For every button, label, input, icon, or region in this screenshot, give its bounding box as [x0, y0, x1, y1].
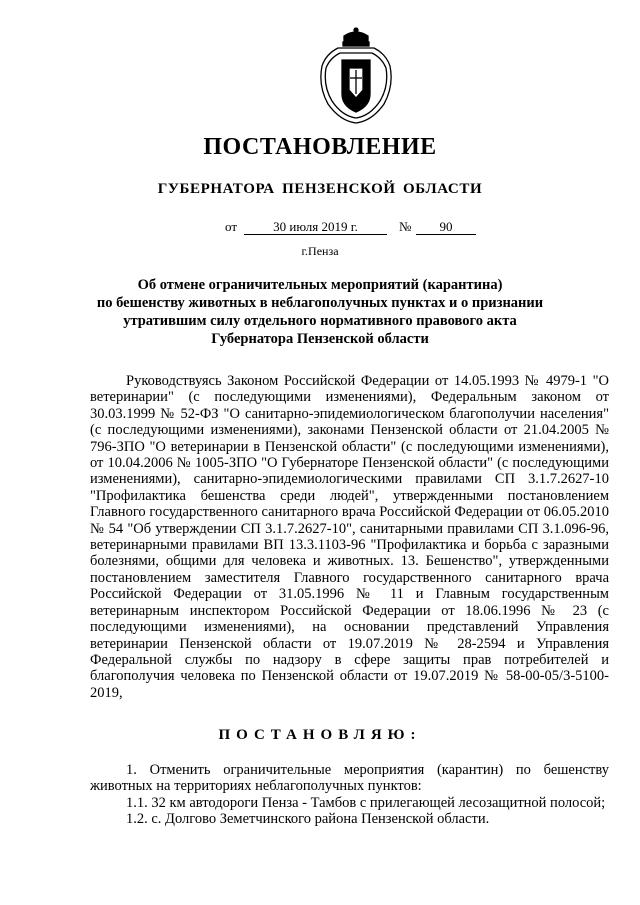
subitem: 1.2. с. Долгово Земетчинского района Пензенской области. [126, 811, 490, 828]
preamble [90, 373, 609, 701]
document-date: 30 июля 2019 г. [244, 219, 387, 235]
number-label: № [399, 219, 412, 234]
coat-of-arms-emblem [316, 26, 396, 126]
heading-line: утратившим силу отдельного нормативного правового акта [123, 313, 517, 329]
subitem: 1.1. 32 км автодороги Пенза - Тамбов с прилегающей лесозащитной полосой; [126, 794, 606, 811]
document-number: 90 [416, 219, 476, 235]
issuer-line: ГУБЕРНАТОРА ПЕНЗЕНСКОЙ ОБЛАСТИ [157, 181, 483, 197]
heading-line: Об отмене ограничительных мероприятий (карантина) [137, 277, 503, 293]
decree-word: ПОСТАНОВЛЯЮ: [218, 727, 422, 743]
document-title: ПОСТАНОВЛЕНИЕ [203, 134, 437, 160]
heading-line: по бешенству животных в неблагополучных пунктах и о признании [96, 295, 544, 311]
date-label: от [225, 219, 238, 234]
decree-items [90, 762, 609, 828]
heading-line: Губернатора Пензенской области [211, 331, 429, 347]
document-heading [60, 276, 580, 348]
preamble-paragraph: Руководствуясь Законом Российской Федерации от 14.05.1993 № 4979-1 "О ветеринарии" (с последующими изменениями), Федеральным законом от 30.03.1999 № 52-ФЗ "О санитарно-эпидемиологическом благополучии населения" (с последующими изменениями), законами Пензенской области от 21.04.2005 № 796-ЗПО "О ветеринарии в Пензенской области" (с последующими изменениями), от 10.04.2006 № 1005-ЗПО "О Губернаторе Пензенской области" (с последующими изменениями), санитарно-эпидемиологическими правилами СП 3.1.7.2627-10 "Профилактика бешенства среди людей", утвержденными постановлением Главного государственного санитарного врача Российской Федерации от 06.05.2010 № 54 "Об утверждении СП 3.1.7.2627-10", санитарными правилами СП 3.1.096-96, ветеринарными правилами ВП 13.3.1103-96 "Профилактика и борьба с заразными болезнями, общими для человека и животных. 13. Бешенство", утвержденными постановлением заместителя Главного государственного санитарного врача Российской Федерации от 31.05.1996 № 11 и Главным государственным ветеринарным инспектором Российской Федерации от 18.06.1996 № 23 (с последующими изменениями), на основании представлений Управления ветеринарии Пензенской области от 19.07.2019 № 28-2594 и Управления Федеральной службы по надзору в сфере защиты прав потребителей и благополучия человека по Пензенской области от 19.07.2019 № 58-00-05/3-5100-2019, [90, 373, 609, 701]
city-line: г.Пенза [301, 244, 339, 258]
item-1: 1. Отменить ограничительные мероприятия (карантин) по бешенству животных на территориях неблагополучных пунктов: [90, 762, 609, 795]
